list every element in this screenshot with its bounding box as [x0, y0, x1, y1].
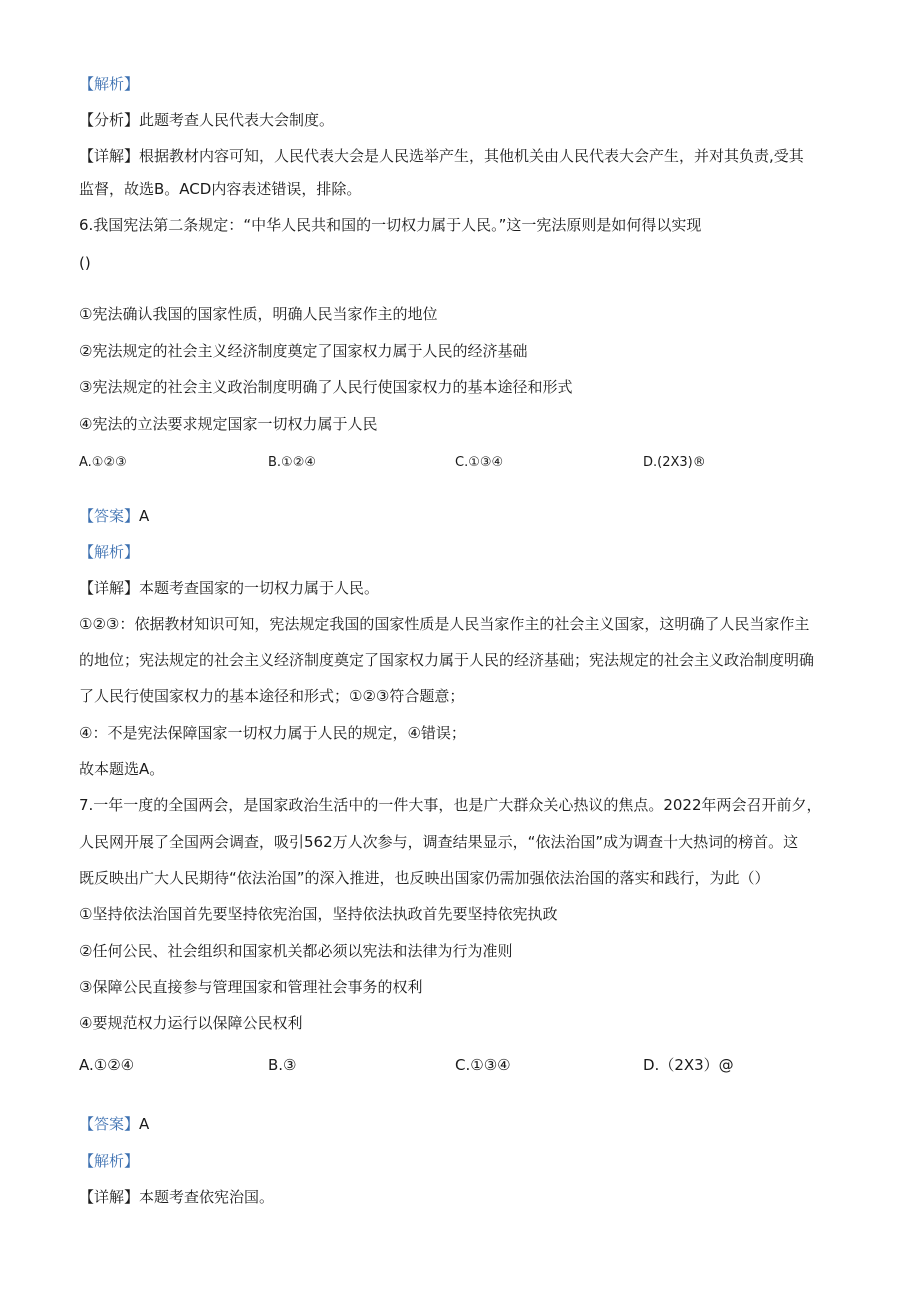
option-d[interactable]: D.(2X3)® [643, 455, 706, 470]
detail-line: 故本题选A。 [79, 760, 165, 778]
option-b[interactable]: B.③ [268, 1056, 297, 1074]
answer-line [79, 1114, 149, 1134]
detail-line: ①②③：依据教材知识可知，宪法规定我国的国家性质是人民当家作主的社会主义国家，这明确了人民当家作主 [79, 615, 810, 633]
option-a[interactable]: A.①②④ [79, 1056, 135, 1074]
question-7-stem: 既反映出广大人民期待“依法治国”的深入推进，也反映出国家仍需加强依法治国的落实和践行，为此（） [79, 869, 770, 887]
question-6-item: ①宪法确认我国的国家性质，明确人民当家作主的地位 [79, 305, 438, 323]
answer-text: 【答案】A [79, 1115, 150, 1133]
answer-text: 【答案】A [79, 507, 150, 525]
question-6-item: ②宪法规定的社会主义经济制度奠定了国家权力属于人民的经济基础 [79, 342, 528, 360]
question-7-item: ③保障公民直接参与管理国家和管理社会事务的权利 [79, 978, 423, 996]
question-6-item: ③宪法规定的社会主义政治制度明确了人民行使国家权力的基本途径和形式 [79, 378, 573, 396]
analysis-tag: 【解析】 [79, 75, 140, 93]
analysis-tag: 【解析】 [79, 543, 140, 561]
detail-line: 【详解】本题考查依宪治国。 [79, 1188, 275, 1206]
detail-line: ④：不是宪法保障国家一切权力属于人民的规定，④错误； [79, 724, 466, 742]
question-6-paren: () [79, 254, 91, 272]
option-c[interactable]: C.①③④ [455, 455, 504, 470]
analysis-line: 【分析】此题考查人民代表大会制度。 [79, 111, 335, 129]
detail-line: 了人民行使国家权力的基本途径和形式；①②③符合题意； [79, 687, 465, 705]
analysis-tag: 【解析】 [79, 1152, 140, 1170]
detail-line: 的地位；宪法规定的社会主义经济制度奠定了国家权力属于人民的经济基础；宪法规定的社会主义政治制度明确 [79, 651, 815, 669]
detail-line: 监督，故选B。ACD内容表述错误，排除。 [79, 180, 362, 198]
option-a[interactable]: A.①②③ [79, 455, 127, 470]
option-c[interactable]: C.①③④ [455, 1056, 511, 1074]
question-7-item: ②任何公民、社会组织和国家机关都必须以宪法和法律为行为准则 [79, 942, 513, 960]
question-7-stem: 7.一年一度的全国两会，是国家政治生活中的一件大事，也是广大群众关心热议的焦点。2022年两会召开前夕， [79, 796, 822, 814]
question-6-item: ④宪法的立法要求规定国家一切权力属于人民 [79, 415, 378, 433]
question-7-item: ①坚持依法治国首先要坚持依宪治国，坚持依法执政首先要坚持依宪执政 [79, 905, 558, 923]
detail-line: 【详解】根据教材内容可知，人民代表大会是人民选举产生，其他机关由人民代表大会产生，并对其负责,受其 [79, 147, 804, 165]
question-7-stem: 人民网开展了全国两会调查，吸引562万人次参与，调查结果显示，“依法治国”成为调查十大热词的榜首。这 [79, 833, 799, 851]
question-7-item: ④要规范权力运行以保障公民权利 [79, 1014, 303, 1032]
option-b[interactable]: B.①②④ [268, 455, 317, 470]
question-6-stem: 6.我国宪法第二条规定：“中华人民共和国的一切权力属于人民。”这一宪法原则是如何得以实现 [79, 216, 702, 234]
answer-line [79, 506, 149, 526]
detail-line: 【详解】本题考查国家的一切权力属于人民。 [79, 579, 380, 597]
option-d[interactable]: D.（2X3）@ [643, 1056, 734, 1074]
